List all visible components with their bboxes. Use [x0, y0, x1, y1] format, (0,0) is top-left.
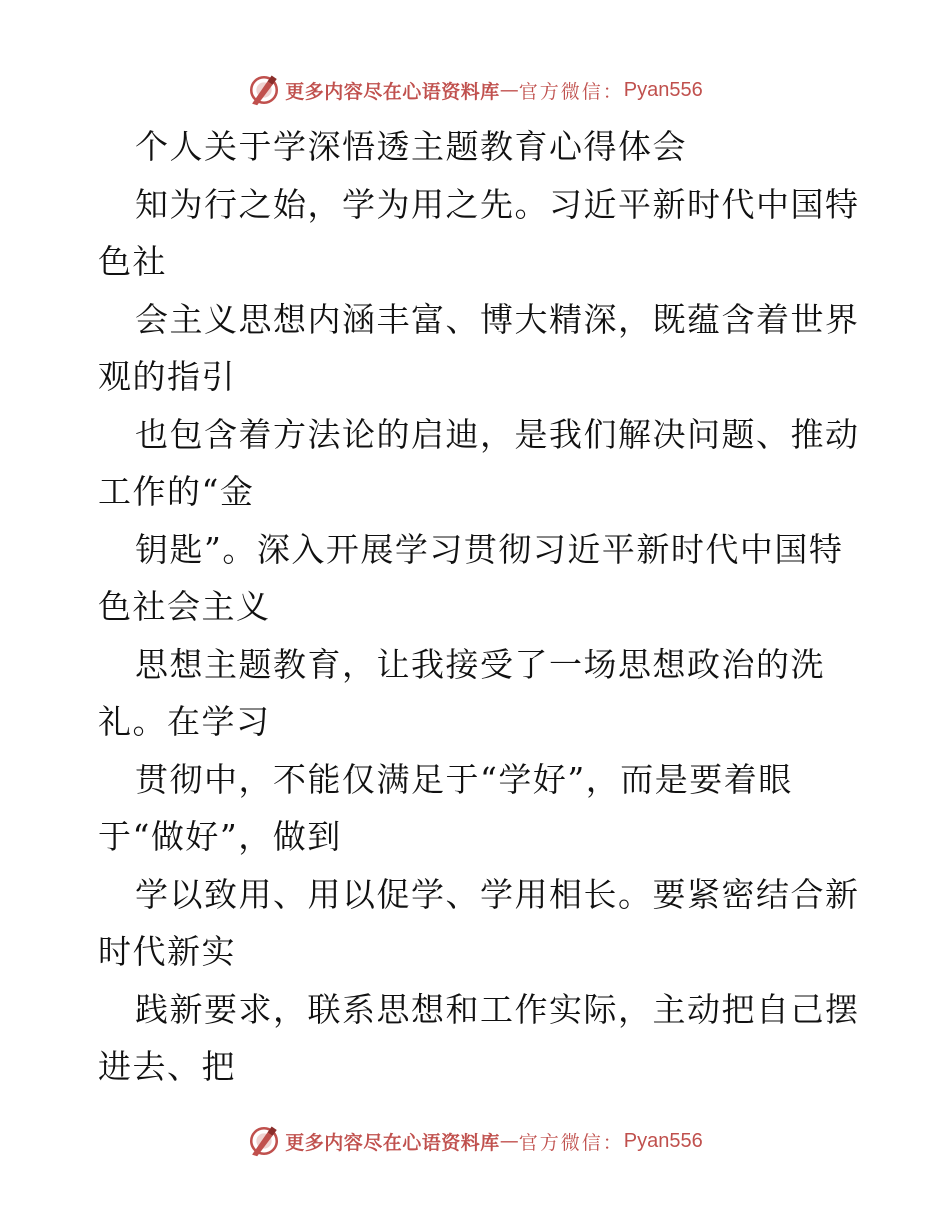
banner-separator: — [499, 1130, 519, 1152]
banner-library-text: 更多内容尽在心语资料库 [285, 80, 500, 103]
banner-wechat-id: Pyan556 [623, 1129, 703, 1152]
banner-wechat-label: 官方微信： [518, 1131, 624, 1154]
pen-logo-icon [247, 73, 281, 107]
paragraph-line: 观的指引 [98, 357, 236, 396]
paragraph-line: 也包含着方法论的启迪，是我们解决问题、推动 [135, 414, 860, 454]
paragraph-line: 礼。在学习 [98, 702, 271, 741]
paragraph-line: 于“做好”，做到 [98, 817, 342, 856]
paragraph-line: 学以致用、用以促学、学用相长。要紧密结合新 [135, 874, 860, 914]
paragraph-line: 会主义思想内涵丰富、博大精深，既蕴含着世界 [135, 299, 860, 339]
paragraph-line: 工作的“金 [98, 472, 255, 511]
paragraph-line: 色社 [98, 242, 167, 281]
paragraph-line: 知为行之始，学为用之先。习近平新时代中国特 [135, 184, 860, 224]
paragraph-line: 钥匙”。深入开展学习贯彻习近平新时代中国特 [135, 529, 844, 569]
paragraph-line: 践新要求，联系思想和工作实际，主动把自己摆 [135, 989, 860, 1029]
header-banner [0, 70, 950, 110]
paragraph-line: 进去、把 [98, 1047, 236, 1086]
banner-library-text: 更多内容尽在心语资料库 [285, 1131, 500, 1154]
paragraph-line: 时代新实 [98, 932, 236, 971]
banner-wechat-label: 官方微信： [518, 80, 624, 103]
footer-banner [0, 1121, 950, 1161]
banner-wechat-id: Pyan556 [623, 78, 703, 101]
banner-separator: — [499, 79, 519, 101]
document-body [98, 118, 858, 1096]
paragraph-line: 思想主题教育，让我接受了一场思想政治的洗 [135, 644, 825, 684]
paragraph-line: 贯彻中，不能仅满足于“学好”，而是要着眼 [135, 759, 793, 799]
document-title: 个人关于学深悟透主题教育心得体会 [135, 127, 687, 166]
pen-logo-icon [247, 1124, 281, 1158]
paragraph-line: 色社会主义 [98, 587, 271, 626]
